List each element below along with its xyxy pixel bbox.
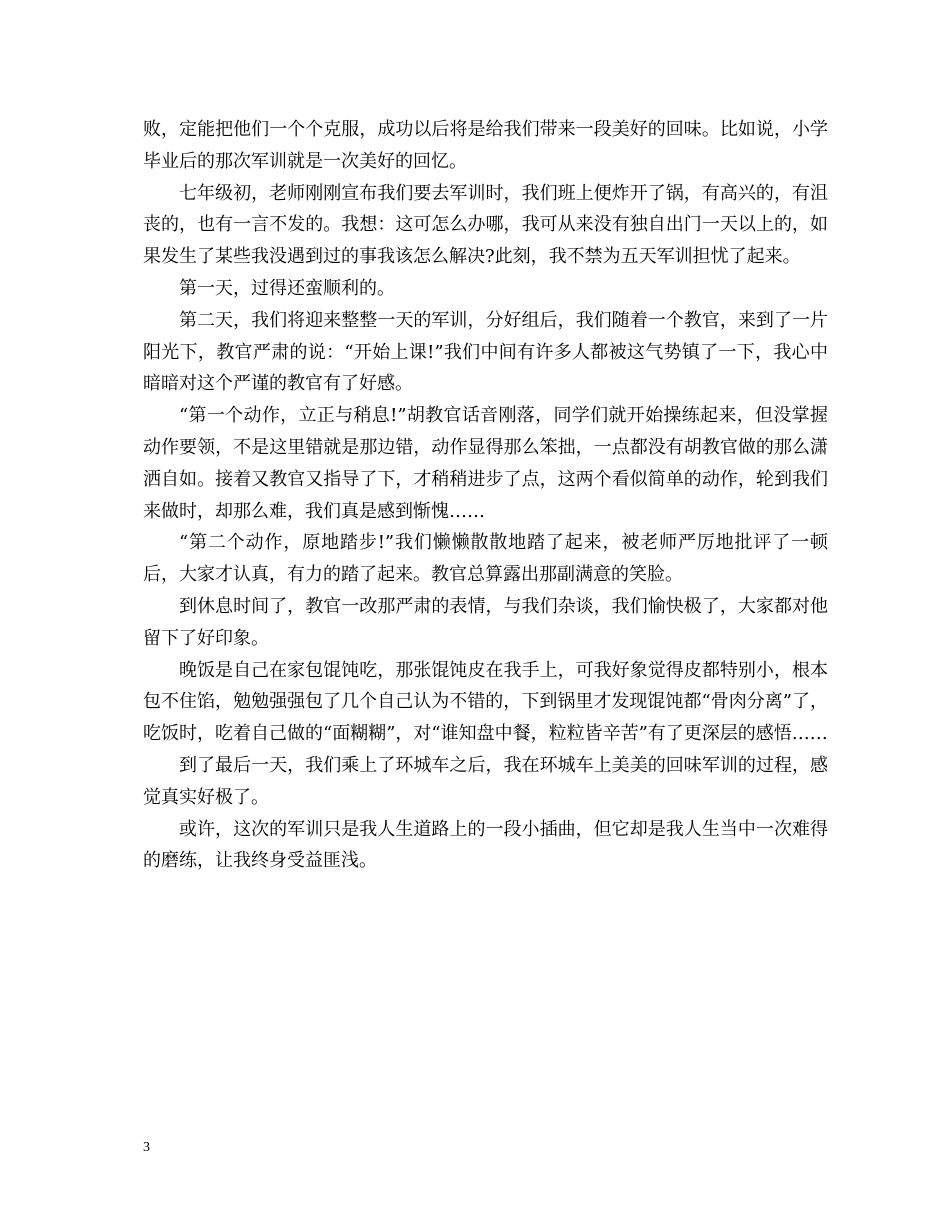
paragraph: 第二天，我们将迎来整整一天的军训，分好组后，我们随着一个教官，来到了一片阳光下，教官严肃的说：“开始上课!”我们中间有许多人都被这气势镇了一下，我心中暗暗对这个严谨的教官有了好感。 — [143, 309, 828, 395]
paragraph: “第二个动作，原地踏步!”我们懒懒散散地踏了起来，被老师严厉地批评了一顿后，大家才认真，有力的踏了起来。教官总算露出那副满意的笑脸。 — [143, 532, 828, 586]
body-text — [143, 114, 828, 877]
paragraph: 到了最后一天，我们乘上了环城车之后，我在环城车上美美的回味军训的过程，感觉真实好极了。 — [143, 754, 828, 808]
paragraph: “第一个动作，立正与稍息!”胡教官话音刚落，同学们就开始操练起来，但没掌握动作要领，不是这里错就是那边错，动作显得那么笨拙，一点都没有胡教官做的那么潇洒自如。接着又教官又指导了下，才稍稍进步了点，这两个看似简单的动作，轮到我们来做时，却那么难，我们真是感到惭愧…… — [143, 405, 828, 522]
paragraph: 第一天，过得还蛮顺利的。 — [179, 277, 395, 299]
page-number: 3 — [143, 1140, 150, 1155]
paragraph-continuation: 败，定能把他们一个个克服，成功以后将是给我们带来一段美好的回味。比如说，小学毕业后的那次军训就是一次美好的回忆。 — [143, 119, 828, 172]
paragraph: 或许，这次的军训只是我人生道路上的一段小插曲，但它却是我人生当中一次难得的磨练，让我终身受益匪浅。 — [143, 818, 828, 872]
paragraph: 晚饭是自己在家包馄饨吃，那张馄饨皮在我手上，可我好象觉得皮都特别小，根本包不住馅，勉勉强强包了几个自己认为不错的，下到锅里才发现馄饨都“骨肉分离”了，吃饭时，吃着自己做的“面糊糊”，对“谁知盘中餐，粒粒皆辛苦”有了更深层的感悟…… — [143, 659, 828, 745]
paragraph: 七年级初，老师刚刚宣布我们要去军训时，我们班上便炸开了锅，有高兴的，有沮丧的，也有一言不发的。我想：这可怎么办哪，我可从来没有独自出门一天以上的，如果发生了某些我没遇到过的事我该怎么解决?此刻，我不禁为五天军训担忧了起来。 — [143, 182, 828, 268]
paragraph: 到休息时间了，教官一改那严肃的表情，与我们杂谈，我们愉快极了，大家都对他留下了好印象。 — [143, 595, 828, 649]
